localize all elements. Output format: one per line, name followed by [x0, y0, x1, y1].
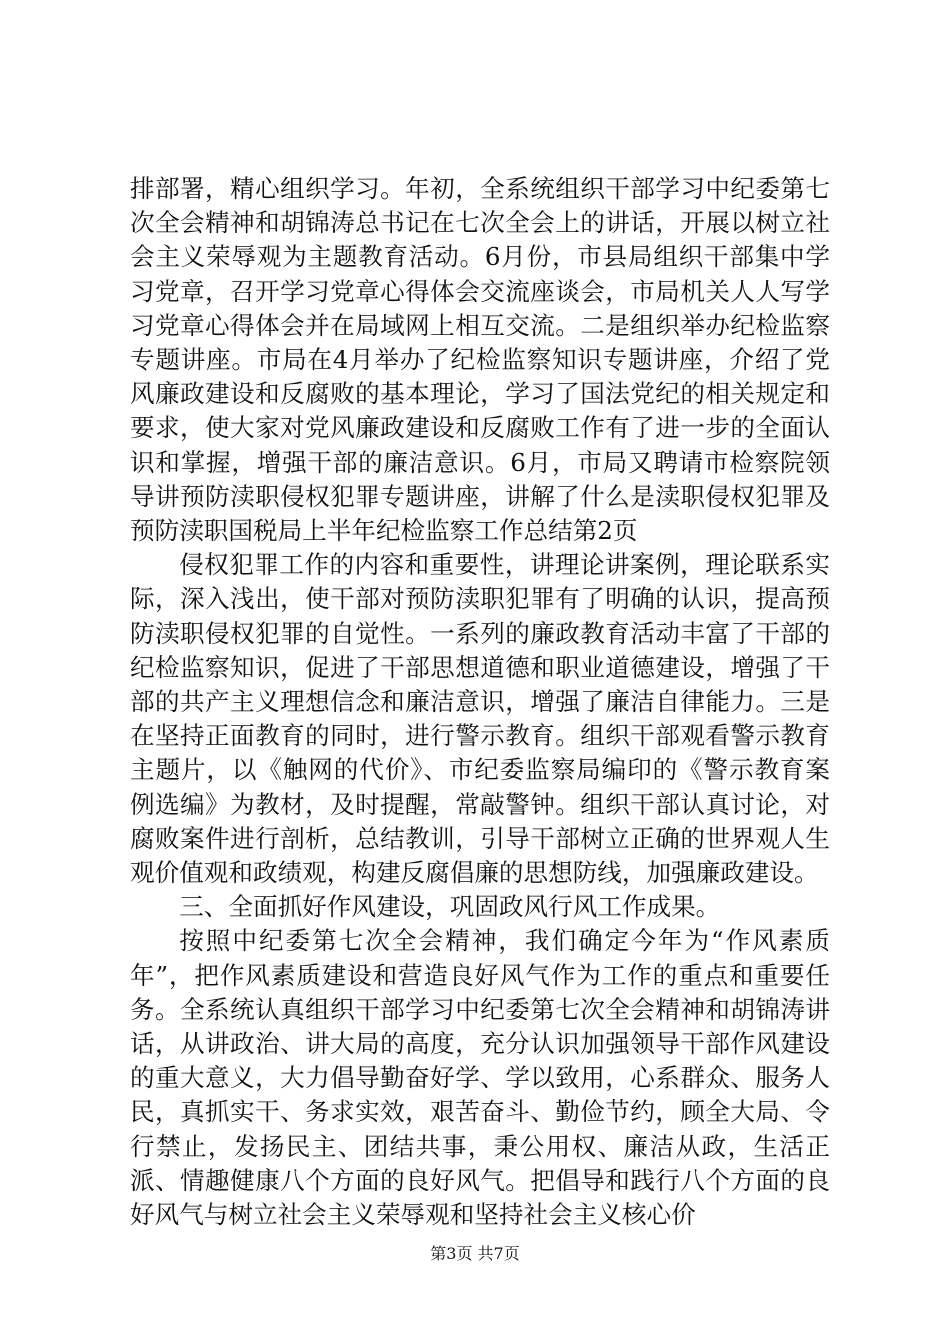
paragraph-study-deployment: 排部署，精心组织学习。年初，全系统组织干部学习中纪委第七次全会精神和胡锦涛总书记在七次全会上的讲话，开展以树立社会主义荣辱观为主题教育活动。6月份，市县局组织干部集中学习党章，召开学习党章心得体会交流座谈会，市局机关人人写学习党章心得体会并在局域网上相互交流。二是组织举办纪检监察专题讲座。市局在4月举办了纪检监察知识专题讲座，介绍了党风廉政建设和反腐败的基本理论，学习了国法党纪的相关规定和要求，使大家对党风廉政建设和反腐败工作有了进一步的全面认识和掌握，增强干部的廉洁意识。6月，市局又聘请市检察院领导讲预防渎职侵权犯罪专题讲座，讲解了什么是渎职侵权犯罪及预防渎职国税局上半年纪检监察工作总结第2页	[130, 174, 830, 546]
paragraph-warning-education: 侵权犯罪工作的内容和重要性，讲理论讲案例，理论联系实际，深入浅出，使干部对预防渎职犯罪有了明确的认识，提高预防渎职侵权犯罪的自觉性。一系列的廉政教育活动丰富了干部的纪检监察知识，促进了干部思想道德和职业道德建设，增强了干部的共产主义理想信念和廉洁意识，增强了廉洁自律能力。三是在坚持正面教育的同时，进行警示教育。组织干部观看警示教育主题片，以《触网的代价》、市纪委监察局编印的《警示教育案例选编》为教材，及时提醒，常敲警钟。组织干部认真讨论，对腐败案件进行剖析，总结教训，引导干部树立正确的世界观人生观价值观和政绩观，构建反腐倡廉的思想防线，加强廉政建设。	[130, 550, 830, 888]
section-heading-style-building: 三、全面抓好作风建设，巩固政风行风工作成果。	[179, 892, 721, 922]
page-number-footer: 第3页 共7页	[430, 1244, 520, 1263]
document-body	[130, 172, 830, 1232]
paragraph-style-quality-year: 按照中纪委第七次全会精神，我们确定今年为“作风素质年”，把作风素质建设和营造良好风气作为工作的重点和重要任务。全系统认真组织干部学习中纪委第七次全会精神和胡锦涛讲话，从讲政治、讲大局的高度，充分认识加强领导干部作风建设的重大意义，大力倡导勤奋好学、学以致用，心系群众、服务人民，真抓实干、务求实效，艰苦奋斗、勤俭节约，顾全大局、令行禁止，发扬民主、团结共事，秉公用权、廉洁从政，生活正派、情趣健康八个方面的良好风气。把倡导和践行八个方面的良好风气与树立社会主义荣辱观和坚持社会主义核心价	[130, 926, 830, 1230]
